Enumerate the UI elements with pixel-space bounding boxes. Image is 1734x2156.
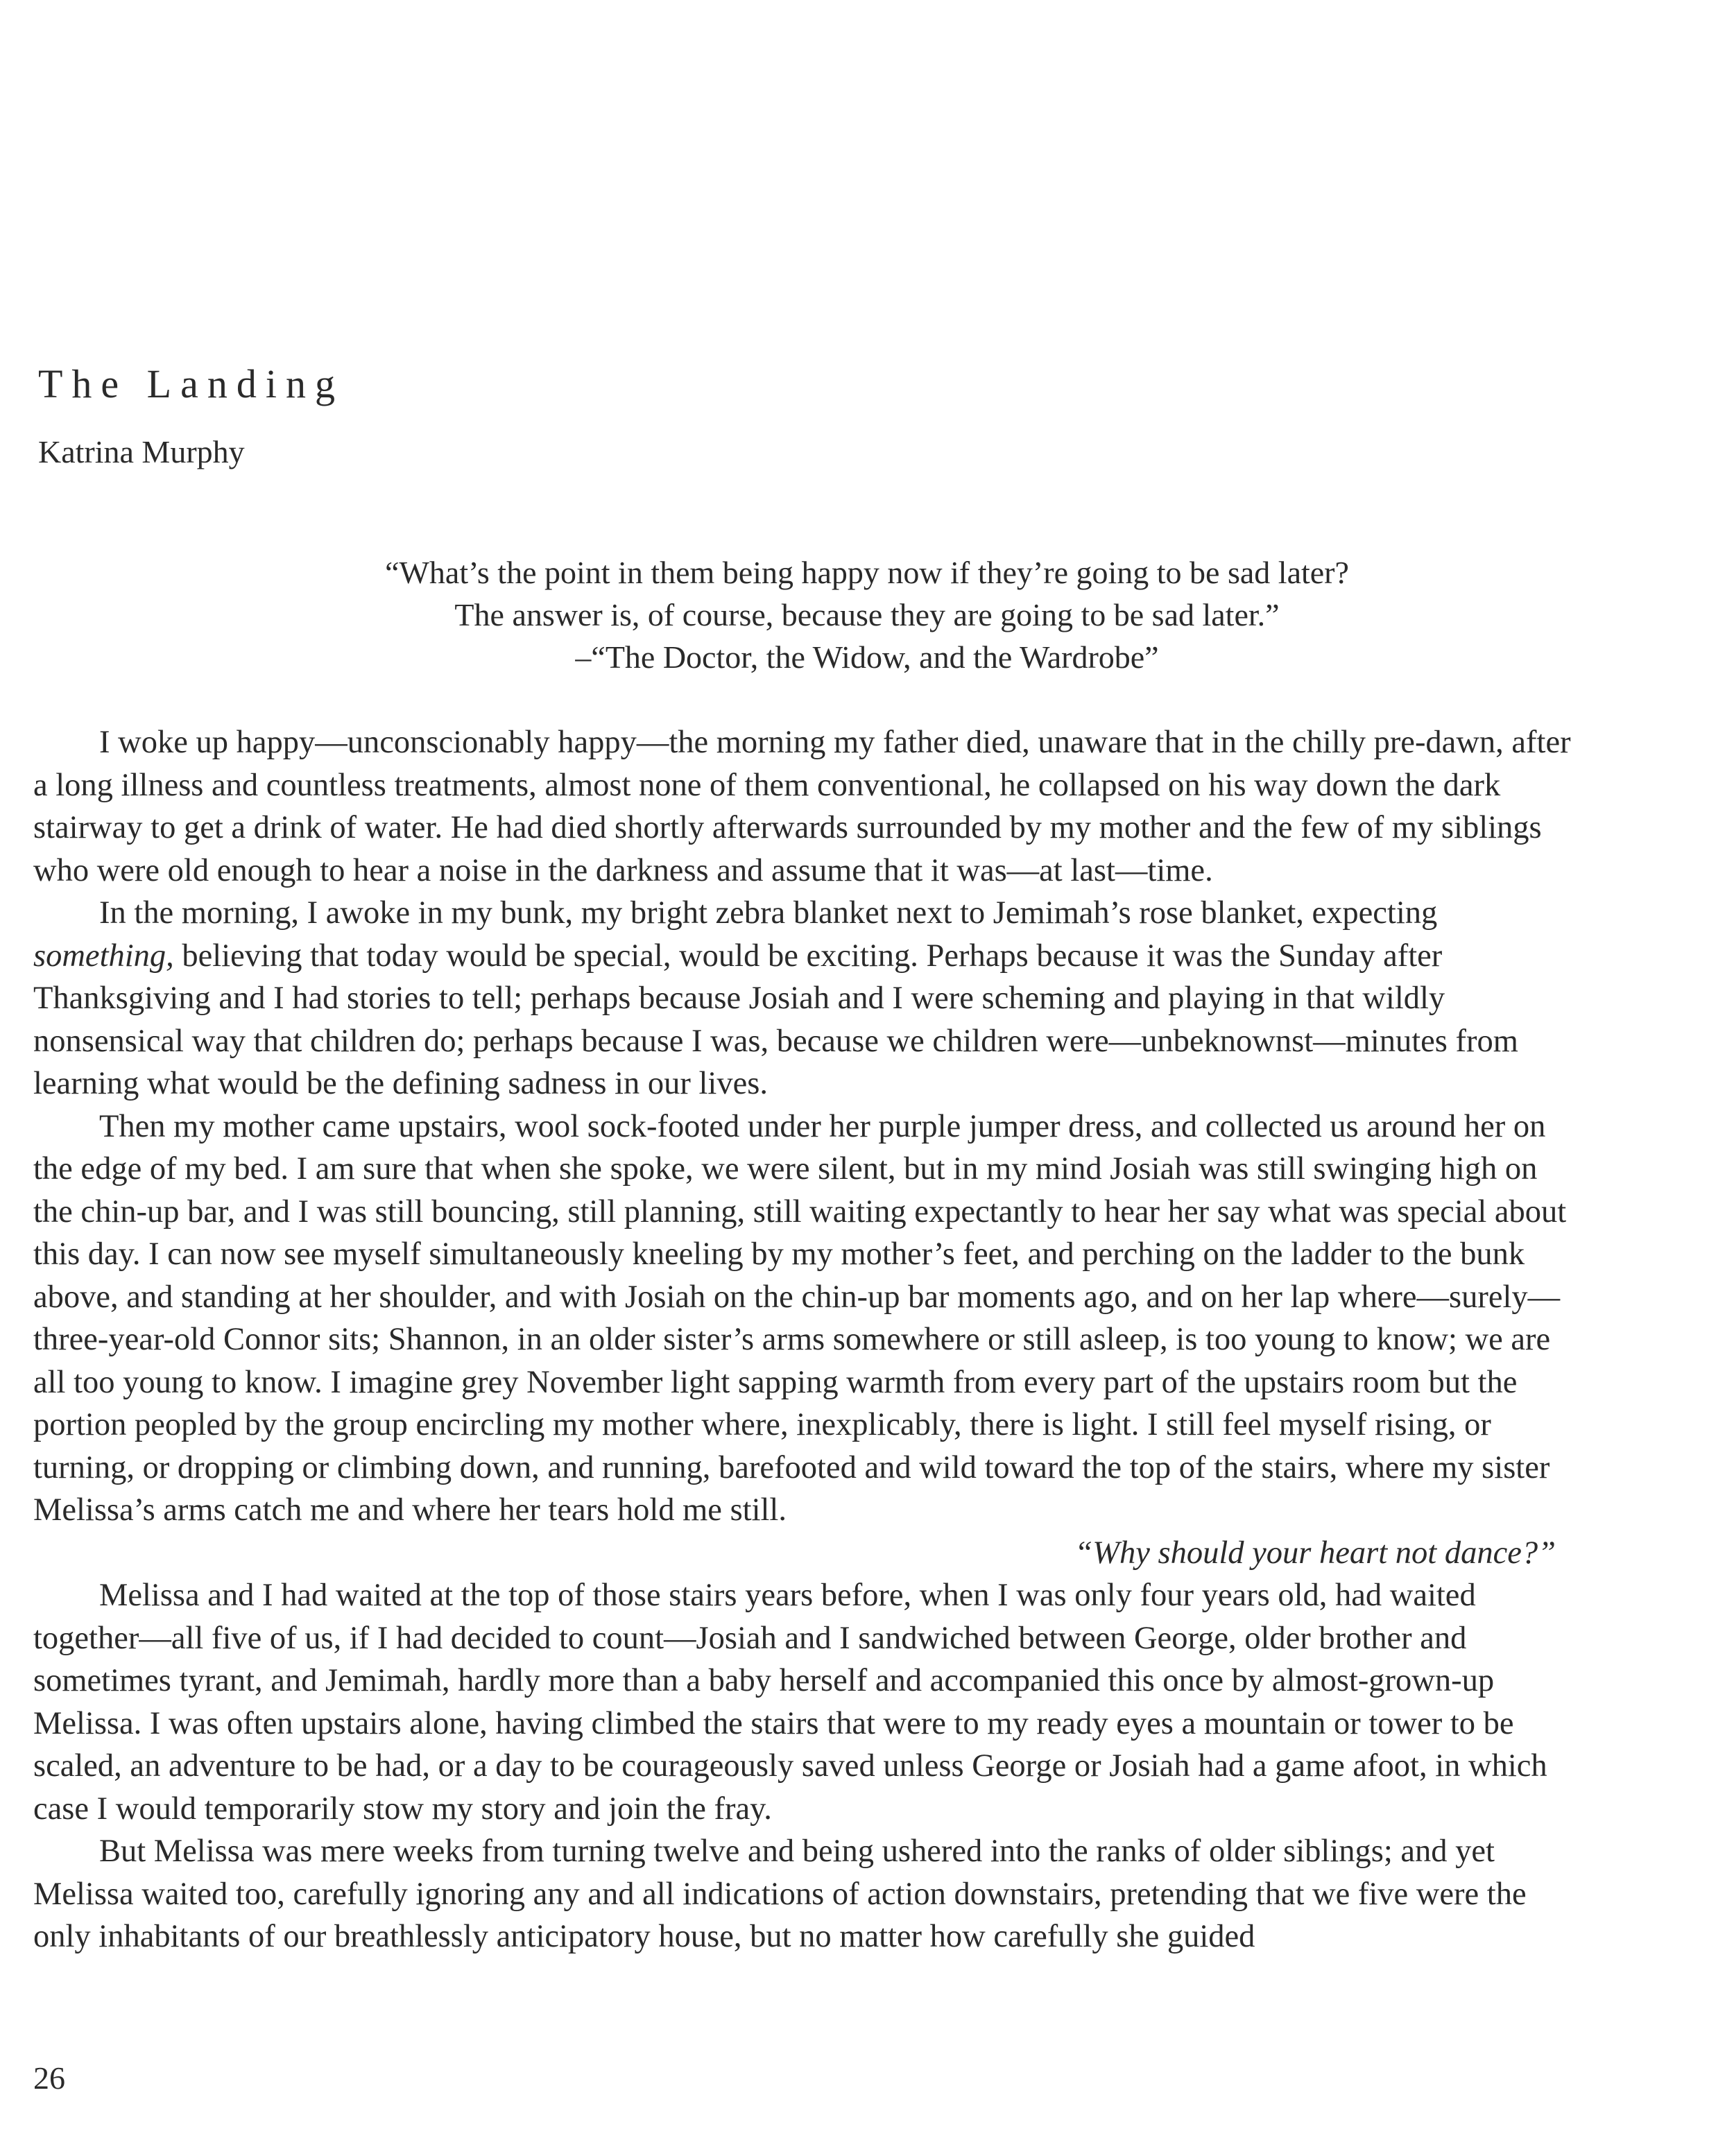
paragraph-4: Melissa and I had waited at the top of those stairs years before, when I was only four years old, had waited together—all five of us, if I had decided to count—Josiah and I sandwiched between George, older brother and sometimes tyrant, and Jemimah, hardly more than a baby herself and accompanied this once by almost-grown-up Melissa. I was often upstairs alone, having climbed the stairs that were to my ready eyes a mountain or tower to be scaled, an adventure to be had, or a day to be courageously saved unless George or Josiah had a game afoot, in which case I would temporarily stow my story and join the fray. — [33, 1578, 1547, 1827]
page-number: 26 — [33, 2060, 65, 2096]
italic-aside: “Why should your heart not dance?” — [1074, 1535, 1556, 1571]
epigraph-attribution: –“The Doctor, the Widow, and the Wardrobe” — [575, 639, 1159, 675]
paragraph-1: I woke up happy—unconscionably happy—the morning my father died, unaware that in the chilly pre-dawn, after a long illness and countless treatments, almost none of them conventional, he collapsed on his way down the dark stairway to get a drink of water. He had died shortly afterwards surrounded by my mother and the few of my siblings who were old enough to hear a noise in the darkness and assume that it was—at last—time. — [33, 725, 1571, 888]
paragraph-2-emphasis: something, — [33, 938, 174, 974]
paragraph-2-end: believing that today would be special, would be exciting. Perhaps because it was the Sunday after Thanksgiving and I had stories to tell; perhaps because Josiah and I were scheming and playing in that wildly nonsensical way that children do; perhaps because I was, because we children were—unbeknownst—minutes from learning what would be the defining sadness in our lives. — [33, 938, 1518, 1101]
epigraph-line-2: The answer is, of course, because they are going to be sad later.” — [454, 597, 1280, 632]
author-name: Katrina Murphy — [38, 434, 245, 469]
epigraph-line-1: “What’s the point in them being happy now if they’re going to be sad later? — [385, 555, 1349, 590]
paragraph-2-start: In the morning, I awoke in my bunk, my bright zebra blanket next to Jemimah’s rose blanket, expecting — [99, 895, 1438, 931]
epigraph — [208, 551, 1526, 678]
paragraph-3: Then my mother came upstairs, wool sock-footed under her purple jumper dress, and collected us around her on the edge of my bed. I am sure that when she spoke, we were silent, but in my mind Josiah was still swinging high on the chin-up bar, and I was still bouncing, still planning, still waiting expectantly to hear her say what was special about this day. I can now see myself simultaneously kneeling by my mother’s feet, and perching on the ladder to the bunk above, and standing at her shoulder, and with Josiah on the chin-up bar moments ago, and on her lap where—surely—three-year-old Connor sits; Shannon, in an older sister’s arms somewhere or still asleep, is too young to know; we are all too young to know. I imagine grey November light sapping warmth from every part of the upstairs room but the portion peopled by the group encircling my mother where, inexplicably, there is light. I still feel myself rising, or turning, or dropping or climbing down, and running, barefooted and wild toward the top of the stairs, where my sister Melissa’s arms catch me and where her tears hold me still. — [33, 1108, 1567, 1528]
paragraph-5: But Melissa was mere weeks from turning twelve and being ushered into the ranks of older siblings; and yet Melissa waited too, carefully ignoring any and all indications of action downstairs, pretending that we five were the only inhabitants of our breathlessly anticipatory house, but no matter how carefully she guided — [33, 1834, 1527, 1954]
story-title: The Landing — [38, 361, 344, 406]
story-body — [33, 721, 1580, 1958]
paragraph-2 — [33, 892, 1580, 1105]
